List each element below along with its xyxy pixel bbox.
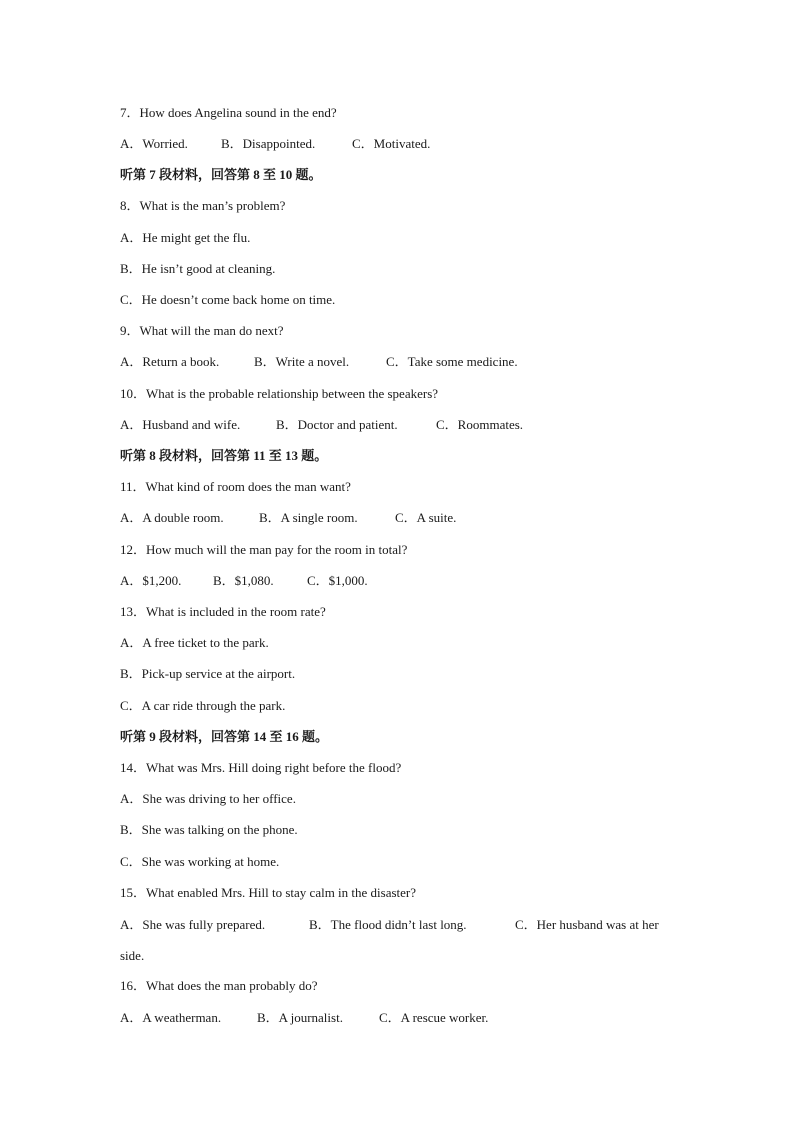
q11-option-b: B．A single room. xyxy=(259,510,358,525)
q8-option-a: A．He might get the flu. xyxy=(120,230,251,245)
q10-option-c: C．Roommates. xyxy=(436,417,524,432)
q14-option-b: B．She was talking on the phone. xyxy=(120,822,298,837)
q9-option-a: A．Return a book. xyxy=(120,354,220,369)
question-15-options xyxy=(120,909,678,971)
section-9-heading: 听第 9 段材料，回答第 14 至 16 题。 xyxy=(120,729,329,744)
q14-option-c: C．She was working at home. xyxy=(120,854,280,869)
question-13-stem: 13．What is included in the room rate? xyxy=(120,604,326,619)
q14-option-a: A．She was driving to her office. xyxy=(120,791,296,806)
q15-option-b: B．The flood didn’t last long. xyxy=(309,917,467,932)
question-16-stem: 16．What does the man probably do? xyxy=(120,978,318,993)
q9-option-c: C．Take some medicine. xyxy=(386,354,518,369)
question-7-options xyxy=(120,134,678,154)
q8-option-c: C．He doesn’t come back home on time. xyxy=(120,292,336,307)
question-9-stem: 9．What will the man do next? xyxy=(120,323,284,338)
q9-option-b: B．Write a novel. xyxy=(254,354,350,369)
question-14-stem: 14．What was Mrs. Hill doing right before the flood? xyxy=(120,760,402,775)
q12-option-b: B．$1,080. xyxy=(213,573,274,588)
question-9-options xyxy=(120,352,678,372)
q7-option-c: C．Motivated. xyxy=(352,136,431,151)
question-8-stem: 8．What is the man’s problem? xyxy=(120,198,286,213)
q11-option-c: C．A suite. xyxy=(395,510,457,525)
question-11-options xyxy=(120,508,678,528)
question-12-stem: 12．How much will the man pay for the room in total? xyxy=(120,542,408,557)
q10-option-b: B．Doctor and patient. xyxy=(276,417,398,432)
q12-option-c: C．$1,000. xyxy=(307,573,368,588)
q16-option-a: A．A weatherman. xyxy=(120,1010,222,1025)
question-16-options xyxy=(120,1008,678,1028)
question-15-stem: 15．What enabled Mrs. Hill to stay calm in the disaster? xyxy=(120,885,417,900)
q7-option-b: B．Disappointed. xyxy=(221,136,316,151)
q16-option-c: C．A rescue worker. xyxy=(379,1010,489,1025)
q13-option-b: B．Pick-up service at the airport. xyxy=(120,666,296,681)
section-7-heading: 听第 7 段材料，回答第 8 至 10 题。 xyxy=(120,167,322,182)
question-12-options xyxy=(120,571,678,591)
q8-option-b: B．He isn’t good at cleaning. xyxy=(120,261,276,276)
question-10-options xyxy=(120,415,678,435)
section-8-heading: 听第 8 段材料，回答第 11 至 13 题。 xyxy=(120,448,328,463)
q10-option-a: A．Husband and wife. xyxy=(120,417,241,432)
q7-option-a: A．Worried. xyxy=(120,136,188,151)
q13-option-a: A．A free ticket to the park. xyxy=(120,635,269,650)
q13-option-c: C．A car ride through the park. xyxy=(120,698,286,713)
q12-option-a: A．$1,200. xyxy=(120,573,182,588)
q15-option-a: A．She was fully prepared. xyxy=(120,917,266,932)
q15-option-c: C．Her husband was at her side. xyxy=(120,917,659,963)
question-10-stem: 10．What is the probable relationship between the speakers? xyxy=(120,386,439,401)
q11-option-a: A．A double room. xyxy=(120,510,224,525)
q16-option-b: B．A journalist. xyxy=(257,1010,343,1025)
question-11-stem: 11．What kind of room does the man want? xyxy=(120,479,351,494)
question-7-stem: 7．How does Angelina sound in the end? xyxy=(120,105,337,120)
